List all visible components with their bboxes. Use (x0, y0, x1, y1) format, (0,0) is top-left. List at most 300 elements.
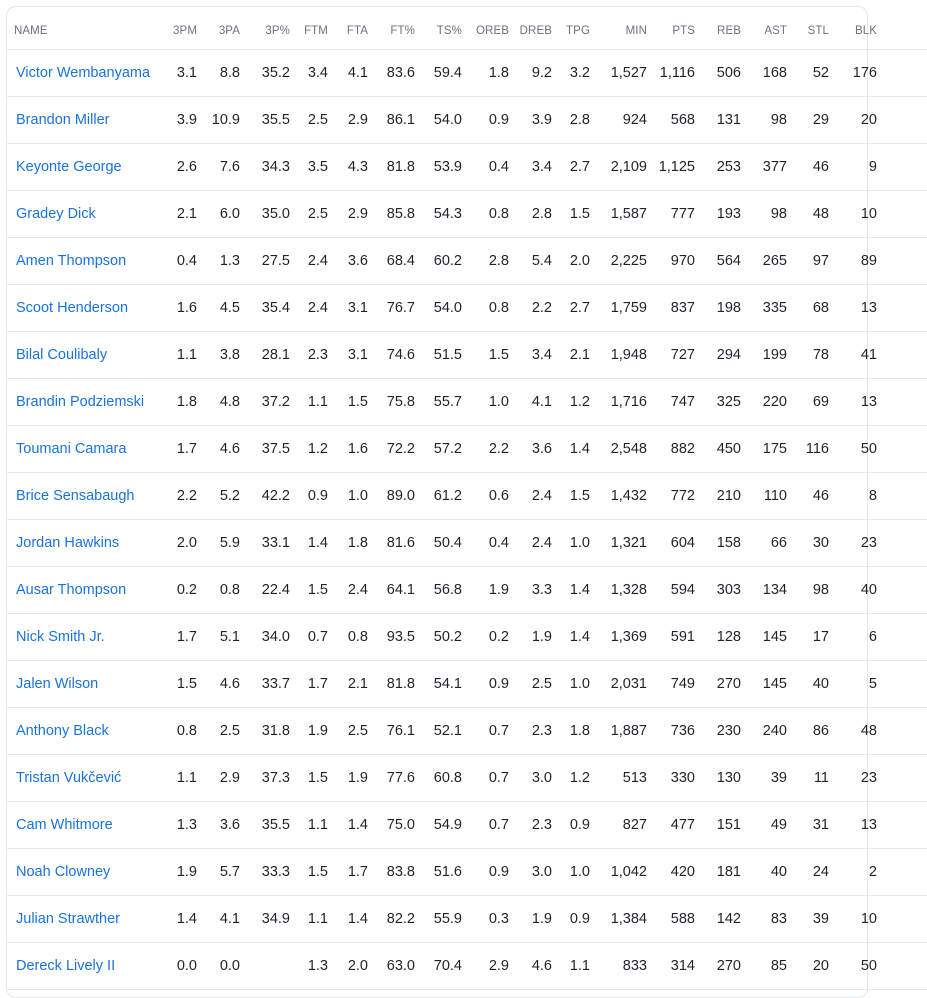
cell-dreb: 4.1 (531, 394, 552, 410)
cell-min: 1,759 (610, 300, 647, 316)
player-name-link[interactable]: Keyonte George (16, 159, 122, 175)
cell-pts: 594 (670, 582, 695, 598)
cell-fta: 2.9 (347, 206, 368, 222)
cell-3pm: 2.6 (176, 159, 197, 175)
cell-ft-pct: 74.6 (386, 347, 415, 363)
player-name-link[interactable]: Nick Smith Jr. (16, 629, 105, 645)
cell-3pm: 1.1 (176, 770, 197, 786)
table-header-row (7, 7, 927, 50)
cell-3pm: 1.4 (176, 911, 197, 927)
cell-fta: 1.0 (347, 488, 368, 504)
cell-ft-pct: 81.6 (386, 535, 415, 551)
cell-tpg: 1.0 (569, 676, 590, 692)
table-row (7, 426, 927, 473)
cell-stl: 52 (812, 65, 829, 81)
cell-3pa: 0.0 (219, 958, 240, 974)
cell-dreb: 3.3 (531, 582, 552, 598)
player-name-link[interactable]: Brandin Podziemski (16, 394, 145, 410)
cell-oreb: 0.6 (488, 488, 509, 504)
cell-pts: 970 (670, 253, 695, 269)
cell-pts: 568 (670, 112, 695, 128)
cell-ast: 145 (762, 676, 787, 692)
cell-3p-pct: 28.1 (261, 347, 290, 363)
cell-stl: 69 (812, 394, 829, 410)
cell-ftm: 2.3 (307, 347, 328, 363)
cell-fta: 1.4 (347, 911, 368, 927)
cell-fta: 1.5 (347, 394, 368, 410)
cell-ts-pct: 54.1 (433, 676, 462, 692)
cell-blk: 50 (860, 958, 877, 974)
cell-fta: 2.9 (347, 112, 368, 128)
table-row (7, 379, 927, 426)
player-name-link[interactable]: Cam Whitmore (16, 817, 113, 833)
cell-oreb: 2.8 (488, 253, 509, 269)
cell-ft-pct: 72.2 (386, 441, 415, 457)
cell-fta: 2.0 (347, 958, 368, 974)
cell-ftm: 3.4 (307, 65, 328, 81)
cell-stl: 97 (812, 253, 829, 269)
cell-3pm: 2.1 (176, 206, 197, 222)
cell-blk: 20 (860, 112, 877, 128)
cell-3pa: 5.9 (219, 535, 240, 551)
cell-reb: 130 (716, 770, 741, 786)
cell-reb: 270 (716, 958, 741, 974)
cell-stl: 39 (812, 911, 829, 927)
cell-ft-pct: 76.1 (386, 723, 415, 739)
cell-blk: 23 (860, 770, 877, 786)
cell-blk: 5 (868, 676, 877, 692)
table-row (7, 802, 927, 849)
player-stats-table (7, 7, 927, 990)
cell-ftm: 1.5 (307, 770, 328, 786)
cell-ft-pct: 64.1 (386, 582, 415, 598)
table-row (7, 332, 927, 379)
cell-3p-pct: 35.5 (261, 112, 290, 128)
cell-reb: 151 (716, 817, 741, 833)
cell-oreb: 0.9 (488, 864, 509, 880)
cell-ft-pct: 77.6 (386, 770, 415, 786)
player-name-link[interactable]: Jordan Hawkins (16, 535, 120, 551)
cell-3pa: 4.6 (219, 676, 240, 692)
cell-oreb: 0.7 (488, 723, 509, 739)
cell-ftm: 3.5 (307, 159, 328, 175)
cell-reb: 198 (716, 300, 741, 316)
table-row (7, 755, 927, 802)
player-name-link[interactable]: Victor Wembanyama (16, 65, 151, 81)
cell-ast: 83 (770, 911, 787, 927)
cell-ftm: 1.5 (307, 864, 328, 880)
cell-ast: 175 (762, 441, 787, 457)
cell-3pa: 0.8 (219, 582, 240, 598)
cell-blk: 13 (860, 817, 877, 833)
cell-ts-pct: 53.9 (433, 159, 462, 175)
cell-fta: 1.7 (347, 864, 368, 880)
cell-reb: 564 (716, 253, 741, 269)
cell-tpg: 3.2 (569, 65, 590, 81)
cell-blk: 41 (860, 347, 877, 363)
cell-fta: 2.1 (347, 676, 368, 692)
cell-3pm: 1.1 (176, 347, 197, 363)
cell-min: 1,948 (610, 347, 647, 363)
cell-3p-pct: 35.0 (261, 206, 290, 222)
cell-ft-pct: 85.8 (386, 206, 415, 222)
cell-dreb: 9.2 (531, 65, 552, 81)
cell-3pm: 1.7 (176, 629, 197, 645)
cell-min: 1,716 (610, 394, 647, 410)
cell-ft-pct: 76.7 (386, 300, 415, 316)
cell-min: 1,384 (610, 911, 647, 927)
cell-dreb: 1.9 (531, 629, 552, 645)
table-body (7, 50, 927, 990)
cell-3pa: 4.6 (219, 441, 240, 457)
cell-ft-pct: 93.5 (386, 629, 415, 645)
cell-3pm: 0.8 (176, 723, 197, 739)
cell-blk: 9 (868, 159, 877, 175)
cell-pts: 777 (670, 206, 695, 222)
cell-oreb: 0.8 (488, 206, 509, 222)
cell-pts: 330 (670, 770, 695, 786)
table-row (7, 520, 927, 567)
cell-oreb: 1.5 (488, 347, 509, 363)
cell-oreb: 0.7 (488, 817, 509, 833)
cell-ast: 265 (762, 253, 787, 269)
table-row (7, 285, 927, 332)
cell-ftm: 0.7 (307, 629, 328, 645)
cell-ts-pct: 54.9 (433, 817, 462, 833)
cell-fta: 3.6 (347, 253, 368, 269)
cell-stl: 24 (812, 864, 829, 880)
cell-pts: 1,125 (658, 159, 695, 175)
cell-3p-pct: 37.2 (261, 394, 290, 410)
table-row (7, 191, 927, 238)
cell-ft-pct: 63.0 (386, 958, 415, 974)
cell-tpg: 1.2 (569, 394, 590, 410)
cell-reb: 158 (716, 535, 741, 551)
cell-ts-pct: 60.8 (433, 770, 462, 786)
table-row (7, 567, 927, 614)
cell-tpg: 1.0 (569, 535, 590, 551)
cell-ast: 39 (770, 770, 787, 786)
cell-blk: 10 (860, 206, 877, 222)
cell-tpg: 0.9 (569, 911, 590, 927)
cell-ast: 49 (770, 817, 787, 833)
cell-fta: 2.5 (347, 723, 368, 739)
cell-min: 2,031 (610, 676, 647, 692)
cell-oreb: 2.2 (488, 441, 509, 457)
cell-3pm: 3.9 (176, 112, 197, 128)
cell-3pa: 5.2 (219, 488, 240, 504)
column-header-blk[interactable]: BLK (854, 25, 877, 37)
player-name-link[interactable]: Amen Thompson (16, 253, 127, 269)
cell-3p-pct: 37.5 (261, 441, 290, 457)
cell-3pa: 5.1 (219, 629, 240, 645)
cell-reb: 270 (716, 676, 741, 692)
cell-3pa: 3.6 (219, 817, 240, 833)
player-name-link[interactable]: Scoot Henderson (16, 300, 129, 316)
cell-dreb: 2.2 (531, 300, 552, 316)
player-name-link[interactable]: Ausar Thompson (16, 582, 127, 598)
cell-min: 1,432 (610, 488, 647, 504)
table-row (7, 97, 927, 144)
cell-blk: 23 (860, 535, 877, 551)
cell-tpg: 1.4 (569, 582, 590, 598)
column-header-3pa[interactable]: 3PA (218, 25, 240, 37)
cell-ts-pct: 55.9 (433, 911, 462, 927)
cell-ftm: 1.4 (307, 535, 328, 551)
cell-stl: 86 (812, 723, 829, 739)
player-name-link[interactable]: Julian Strawther (16, 911, 120, 927)
cell-oreb: 0.7 (488, 770, 509, 786)
column-header-ts-pct[interactable]: TS% (436, 25, 462, 37)
cell-3pa: 4.1 (219, 911, 240, 927)
stats-table-card (6, 6, 877, 998)
player-name-link[interactable]: Toumani Camara (16, 441, 127, 457)
cell-stl: 48 (812, 206, 829, 222)
table-row (7, 238, 927, 285)
column-header-dreb[interactable]: DREB (519, 25, 552, 37)
cell-tpg: 1.4 (569, 629, 590, 645)
cell-3pa: 3.8 (219, 347, 240, 363)
cell-3pm: 1.5 (176, 676, 197, 692)
cell-oreb: 0.9 (488, 112, 509, 128)
column-header-tpg[interactable]: TPG (566, 25, 590, 37)
cell-fta: 4.1 (347, 65, 368, 81)
column-header-name[interactable]: NAME (14, 25, 48, 37)
cell-ts-pct: 51.6 (433, 864, 462, 880)
cell-ts-pct: 56.8 (433, 582, 462, 598)
player-name-link[interactable]: Brandon Miller (16, 112, 110, 128)
cell-pts: 772 (670, 488, 695, 504)
cell-3pa: 5.7 (219, 864, 240, 880)
cell-ts-pct: 61.2 (433, 488, 462, 504)
table-row (7, 661, 927, 708)
cell-stl: 11 (813, 770, 829, 786)
cell-ft-pct: 83.6 (386, 65, 415, 81)
cell-pts: 1,116 (659, 65, 695, 81)
column-header-ast[interactable]: AST (764, 25, 787, 37)
cell-min: 2,225 (610, 253, 647, 269)
cell-dreb: 2.3 (531, 817, 552, 833)
cell-ft-pct: 75.8 (386, 394, 415, 410)
cell-ftm: 2.5 (307, 112, 328, 128)
cell-ast: 66 (770, 535, 787, 551)
column-header-reb[interactable]: REB (717, 25, 741, 37)
cell-fta: 2.4 (347, 582, 368, 598)
cell-3p-pct: 34.3 (261, 159, 290, 175)
cell-3pa: 2.9 (219, 770, 240, 786)
cell-3pa: 2.5 (219, 723, 240, 739)
cell-pts: 588 (670, 911, 695, 927)
cell-stl: 68 (812, 300, 829, 316)
cell-oreb: 0.4 (488, 535, 509, 551)
cell-min: 1,587 (610, 206, 647, 222)
cell-fta: 0.8 (347, 629, 368, 645)
cell-pts: 747 (670, 394, 695, 410)
cell-ast: 110 (763, 488, 787, 504)
cell-tpg: 1.0 (569, 864, 590, 880)
column-header-ftm[interactable]: FTM (304, 25, 328, 37)
cell-3p-pct: 27.5 (261, 253, 290, 269)
column-header-oreb[interactable]: OREB (476, 25, 509, 37)
player-name-link[interactable]: Dereck Lively II (16, 958, 116, 974)
cell-min: 833 (622, 958, 647, 974)
column-header-min[interactable]: MIN (625, 25, 647, 37)
column-header-ft-pct[interactable]: FT% (390, 25, 415, 37)
cell-stl: 116 (805, 441, 829, 457)
cell-reb: 193 (716, 206, 741, 222)
cell-ast: 98 (770, 112, 787, 128)
cell-ft-pct: 75.0 (386, 817, 415, 833)
column-header-3pm[interactable]: 3PM (173, 25, 197, 37)
cell-pts: 314 (670, 958, 695, 974)
cell-ts-pct: 55.7 (433, 394, 462, 410)
cell-oreb: 0.2 (488, 629, 509, 645)
cell-blk: 8 (868, 488, 877, 504)
cell-ftm: 0.9 (307, 488, 328, 504)
cell-ast: 85 (770, 958, 787, 974)
cell-ft-pct: 82.2 (386, 911, 415, 927)
cell-tpg: 1.5 (569, 206, 590, 222)
cell-pts: 736 (670, 723, 695, 739)
cell-ft-pct: 83.8 (386, 864, 415, 880)
cell-stl: 78 (812, 347, 829, 363)
cell-min: 513 (622, 770, 647, 786)
column-header-3p-pct[interactable]: 3P% (265, 25, 290, 37)
cell-min: 1,042 (610, 864, 647, 880)
cell-3p-pct: 34.9 (261, 911, 290, 927)
cell-fta: 1.8 (347, 535, 368, 551)
cell-blk: 10 (860, 911, 877, 927)
cell-blk: 2 (868, 864, 877, 880)
cell-dreb: 2.4 (531, 535, 552, 551)
cell-blk: 13 (860, 300, 877, 316)
cell-tpg: 2.0 (569, 253, 590, 269)
column-header-fta[interactable]: FTA (346, 25, 368, 37)
table-row (7, 144, 927, 191)
cell-3pm: 0.2 (176, 582, 197, 598)
cell-ftm: 1.3 (307, 958, 328, 974)
player-name-link[interactable]: Brice Sensabaugh (16, 488, 135, 504)
cell-3pm: 1.6 (176, 300, 197, 316)
cell-ft-pct: 86.1 (386, 112, 415, 128)
cell-ast: 98 (770, 206, 787, 222)
cell-reb: 450 (716, 441, 741, 457)
cell-dreb: 3.0 (531, 770, 552, 786)
player-name-link[interactable]: Anthony Black (16, 723, 109, 739)
cell-reb: 131 (716, 112, 741, 128)
cell-blk: 48 (860, 723, 877, 739)
cell-fta: 1.4 (347, 817, 368, 833)
column-header-stl[interactable]: STL (807, 25, 829, 37)
cell-3pm: 1.7 (176, 441, 197, 457)
cell-3pm: 1.9 (176, 864, 197, 880)
cell-min: 827 (622, 817, 647, 833)
cell-blk: 6 (868, 629, 877, 645)
cell-oreb: 0.4 (488, 159, 509, 175)
cell-ftm: 1.1 (307, 394, 328, 410)
cell-dreb: 2.8 (531, 206, 552, 222)
cell-dreb: 3.4 (531, 159, 552, 175)
player-name-link[interactable]: Bilal Coulibaly (16, 347, 108, 363)
player-name-link[interactable]: Gradey Dick (16, 206, 96, 222)
cell-dreb: 2.4 (531, 488, 552, 504)
table-row (7, 849, 927, 896)
cell-ftm: 1.2 (307, 441, 328, 457)
cell-3p-pct: 33.7 (261, 676, 290, 692)
cell-3pa: 7.6 (219, 159, 240, 175)
cell-3pm: 2.2 (176, 488, 197, 504)
cell-ts-pct: 54.0 (433, 112, 462, 128)
cell-ft-pct: 81.8 (386, 676, 415, 692)
cell-ftm: 1.5 (307, 582, 328, 598)
cell-ftm: 1.1 (307, 817, 328, 833)
cell-3pa: 8.8 (219, 65, 240, 81)
cell-ts-pct: 51.5 (433, 347, 462, 363)
cell-fta: 1.6 (347, 441, 368, 457)
cell-stl: 46 (812, 488, 829, 504)
cell-reb: 325 (716, 394, 741, 410)
cell-dreb: 3.0 (531, 864, 552, 880)
cell-blk: 40 (860, 582, 877, 598)
cell-pts: 882 (670, 441, 695, 457)
cell-ast: 220 (762, 394, 787, 410)
cell-min: 1,369 (610, 629, 647, 645)
cell-3p-pct: 31.8 (261, 723, 290, 739)
cell-ts-pct: 54.3 (433, 206, 462, 222)
cell-tpg: 2.7 (569, 300, 590, 316)
cell-ast: 240 (762, 723, 787, 739)
cell-dreb: 3.9 (531, 112, 552, 128)
cell-3pa: 4.5 (219, 300, 240, 316)
table-row (7, 50, 927, 97)
column-header-pts[interactable]: PTS (672, 25, 695, 37)
cell-stl: 29 (812, 112, 829, 128)
cell-reb: 210 (716, 488, 741, 504)
player-name-link[interactable]: Jalen Wilson (16, 676, 99, 692)
cell-blk: 13 (860, 394, 877, 410)
cell-reb: 303 (716, 582, 741, 598)
cell-min: 2,548 (610, 441, 647, 457)
cell-3pa: 4.8 (219, 394, 240, 410)
cell-fta: 1.9 (347, 770, 368, 786)
cell-min: 1,887 (610, 723, 647, 739)
player-name-link[interactable]: Noah Clowney (16, 864, 111, 880)
cell-dreb: 3.6 (531, 441, 552, 457)
cell-ft-pct: 81.8 (386, 159, 415, 175)
cell-3p-pct: 37.3 (261, 770, 290, 786)
cell-3pm: 2.0 (176, 535, 197, 551)
cell-stl: 17 (812, 629, 829, 645)
cell-3pm: 0.0 (176, 958, 197, 974)
cell-ts-pct: 60.2 (433, 253, 462, 269)
cell-ftm: 2.4 (307, 253, 328, 269)
cell-oreb: 2.9 (488, 958, 509, 974)
cell-stl: 46 (812, 159, 829, 175)
cell-3pa: 10.9 (211, 112, 240, 128)
cell-min: 1,321 (610, 535, 647, 551)
cell-ast: 134 (762, 582, 787, 598)
cell-3p-pct: 33.1 (261, 535, 290, 551)
cell-dreb: 2.3 (531, 723, 552, 739)
cell-pts: 749 (670, 676, 695, 692)
player-name-link[interactable]: Tristan Vukčević (16, 770, 122, 786)
cell-min: 1,328 (610, 582, 647, 598)
cell-ts-pct: 50.2 (433, 629, 462, 645)
cell-stl: 30 (812, 535, 829, 551)
cell-ast: 199 (762, 347, 787, 363)
cell-ts-pct: 50.4 (433, 535, 462, 551)
cell-pts: 477 (670, 817, 695, 833)
